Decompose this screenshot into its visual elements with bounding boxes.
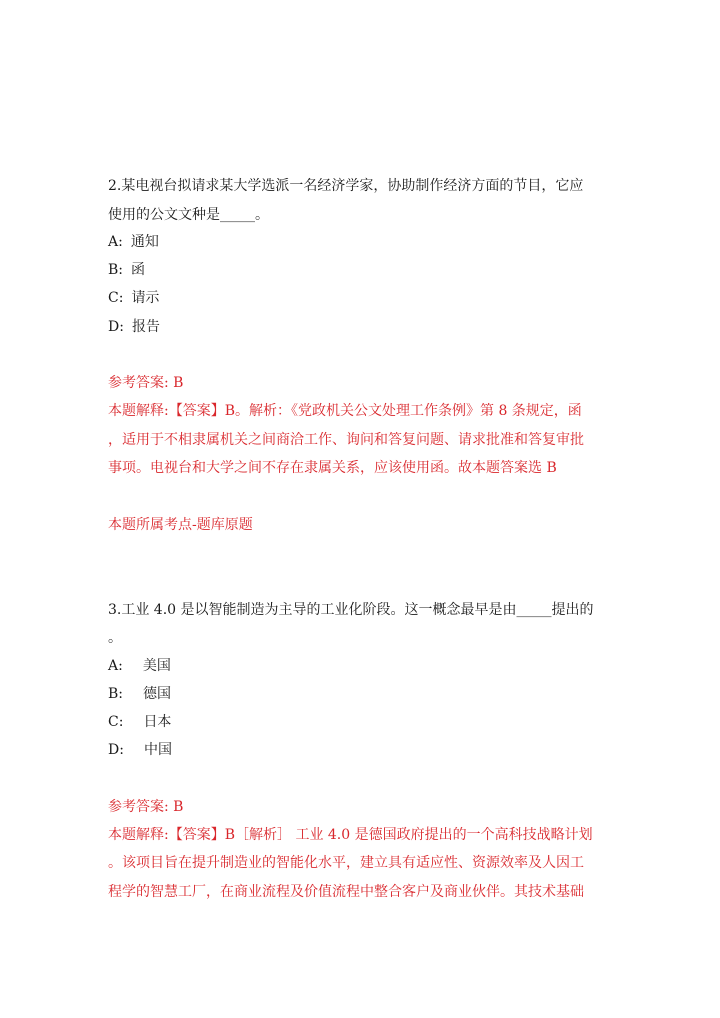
q3-option-a-label: A:	[108, 658, 123, 674]
q2-option-d-text: 报告	[131, 319, 160, 335]
document-page	[108, 0, 618, 1018]
q2-explanation-line-1: 本题解释:【答案】B。解析：《党政机关公文处理工作条例》第 8 条规定，函	[108, 403, 582, 419]
q3-option-b	[108, 684, 171, 704]
q3-option-a-text: 美国	[142, 658, 171, 674]
q2-answer: 参考答案: B	[108, 375, 184, 391]
q2-category: 本题所属考点-题库原题	[108, 517, 253, 533]
q3-explanation-line-1: 本题解释:【答案】B［解析］ 工业 4.0 是德国政府提出的一个高科技战略计划	[108, 827, 593, 843]
q2-option-c-text: 请示	[131, 290, 160, 306]
q2-option-b	[108, 260, 145, 280]
q3-stem-line-1: 3.工业 4.0 是以智能制造为主导的工业化阶段。这一概念最早是由_____提出的	[108, 602, 594, 618]
q2-option-d-label: D:	[108, 319, 124, 335]
q3-option-d	[108, 740, 172, 760]
q2-option-c-label: C:	[108, 290, 124, 306]
q2-explanation-line-2: ，适用于不相隶属机关之间商洽工作、询问和答复问题、请求批准和答复审批	[108, 432, 584, 448]
q3-option-c-label: C:	[108, 714, 124, 730]
q3-option-d-label: D:	[108, 742, 124, 758]
q2-option-b-label: B:	[108, 262, 124, 278]
q2-stem-line-2: 使用的公文文种是_____。	[108, 207, 269, 223]
q3-option-c-text: 日本	[143, 714, 172, 730]
q2-explanation-line-3: 事项。电视台和大学之间不存在隶属关系，应该使用函。故本题答案选 B	[108, 460, 557, 476]
q3-explanation-line-2: 。该项目旨在提升制造业的智能化水平，建立具有适应性、资源效率及人因工	[108, 855, 584, 871]
q3-option-c	[108, 712, 171, 732]
q3-option-a	[108, 656, 171, 676]
q2-option-a-text: 通知	[130, 234, 159, 250]
q3-stem-line-2: 。	[108, 630, 122, 646]
q2-option-d	[108, 317, 160, 337]
q3-answer: 参考答案: B	[108, 799, 184, 815]
q2-option-b-text: 函	[131, 262, 146, 278]
q3-option-b-text: 德国	[143, 686, 172, 702]
q2-option-a	[108, 232, 159, 252]
q3-explanation-line-3: 程学的智慧工厂，在商业流程及价值流程中整合客户及商业伙伴。其技术基础	[108, 884, 584, 900]
q3-option-d-text: 中国	[143, 742, 172, 758]
q2-option-c	[108, 288, 159, 308]
q3-option-b-label: B:	[108, 686, 124, 702]
q2-option-a-label: A:	[108, 234, 123, 250]
q2-stem-line-1: 2.某电视台拟请求某大学选派一名经济学家，协助制作经济方面的节目，它应	[108, 178, 584, 194]
